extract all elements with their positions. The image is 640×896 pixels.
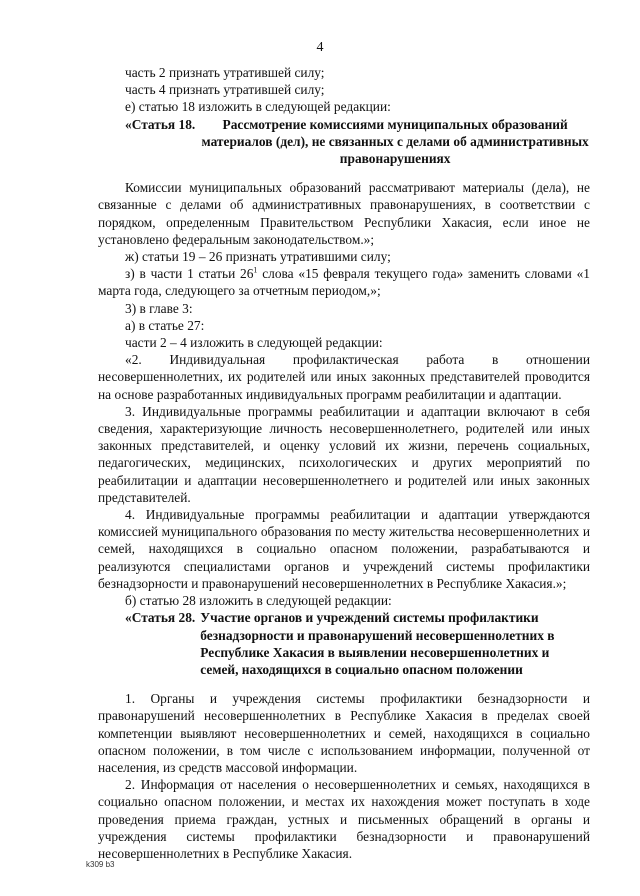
amendment-line: б) статью 28 изложить в следующей редакции: [125, 593, 392, 609]
amendment-line: части 2 – 4 изложить в следующей редакции: [125, 335, 383, 351]
amendment-line: 3) в главе 3: [125, 300, 193, 316]
amendment-line: е) статью 18 изложить в следующей редакции: [125, 99, 391, 115]
article-27-paragraph: «2. Индивидуальная профилактическая работа в отношении несовершеннолетних, их родителей или иных законных представителей проводится на основе разработанных индивидуальных программ реабилитации и адаптации. [98, 352, 590, 402]
amendment-line: часть 2 признать утратившей силу; [125, 65, 325, 80]
superscript: 1 [253, 265, 258, 275]
article-18-body: Комиссии муниципальных образований рассматривают материалы (дела), не связанные с делами об административных правонарушениях, в соответствии с порядком, определенным Правительством Республики Хакасия, если иное не установлено федеральным законодательством.»; [98, 180, 590, 247]
article-27-paragraph: 4. Индивидуальные программы реабилитации и адаптации утверждаются комиссией муниципального образования по месту жительства несовершеннолетних и семей, находящихся в социально опасном положении, разрабатываются и реализуются специалистами органов и учреждений системы профилактики безнадзорности и правонарушений несовершеннолетних в Республике Хакасия.»; [98, 507, 590, 591]
article-28-title: Участие органов и учреждений системы профилактики безнадзорности и правонарушений несовершеннолетних в Республике Хакасия в выявлении несовершеннолетних и семей, находящихся в социально опасном положении [200, 610, 555, 677]
article-28-paragraph: 1. Органы и учреждения системы профилактики безнадзорности и правонарушений несовершеннолетних в Республике Хакасия в пределах своей компетенции выявляют несовершеннолетних и семей, находящихся в социально опасном положении, в том числе с использованием информации, полученной от населения, из средств массовой информации. [98, 691, 590, 775]
document-body [98, 64, 590, 862]
amendment-line: а) в статье 27: [125, 317, 205, 333]
article-27-paragraph: 3. Индивидуальные программы реабилитации и адаптации включают в себя сведения, характеризующие личность несовершеннолетнего, родителей или иных законных представителей, и оценку условий их жизни, перечень социальных, педагогических, медицинских, психологических и других мероприятий по реабилитации и адаптации несовершеннолетнего и родителей или иных законных представителей. [98, 403, 590, 505]
amendment-line: ж) статьи 19 – 26 признать утратившими силу; [125, 249, 391, 265]
footer-code: k309 b3 [86, 860, 115, 869]
article-18-heading [98, 116, 590, 168]
article-18-label: «Статья 18. [125, 116, 196, 132]
article-28-label: «Статья 28. [125, 610, 196, 626]
article-28-heading [98, 609, 590, 678]
amendment-z: з) в части 1 статьи $26^1$ слова «15 февраля текущего года» заменить словами «1 марта года, следующего за отчетным периодом,»; [98, 265, 590, 299]
article-28-paragraph: 2. Информация от населения о несовершеннолетних и семьях, находящихся в социально опасном положении, и местах их нахождения может поступать в ходе проведения приема граждан, устных и письменных обращений в органы и учреждения системы профилактики безнадзорности и правонарушений несовершеннолетних в Республике Хакасия. [98, 777, 590, 861]
page-number: 4 [316, 40, 324, 55]
amendment-line: часть 4 признать утратившей силу; [125, 82, 325, 98]
article-18-title: Рассмотрение комиссиями муниципальных образований материалов (дел), не связанных с делами об административных правонарушениях [201, 116, 589, 167]
